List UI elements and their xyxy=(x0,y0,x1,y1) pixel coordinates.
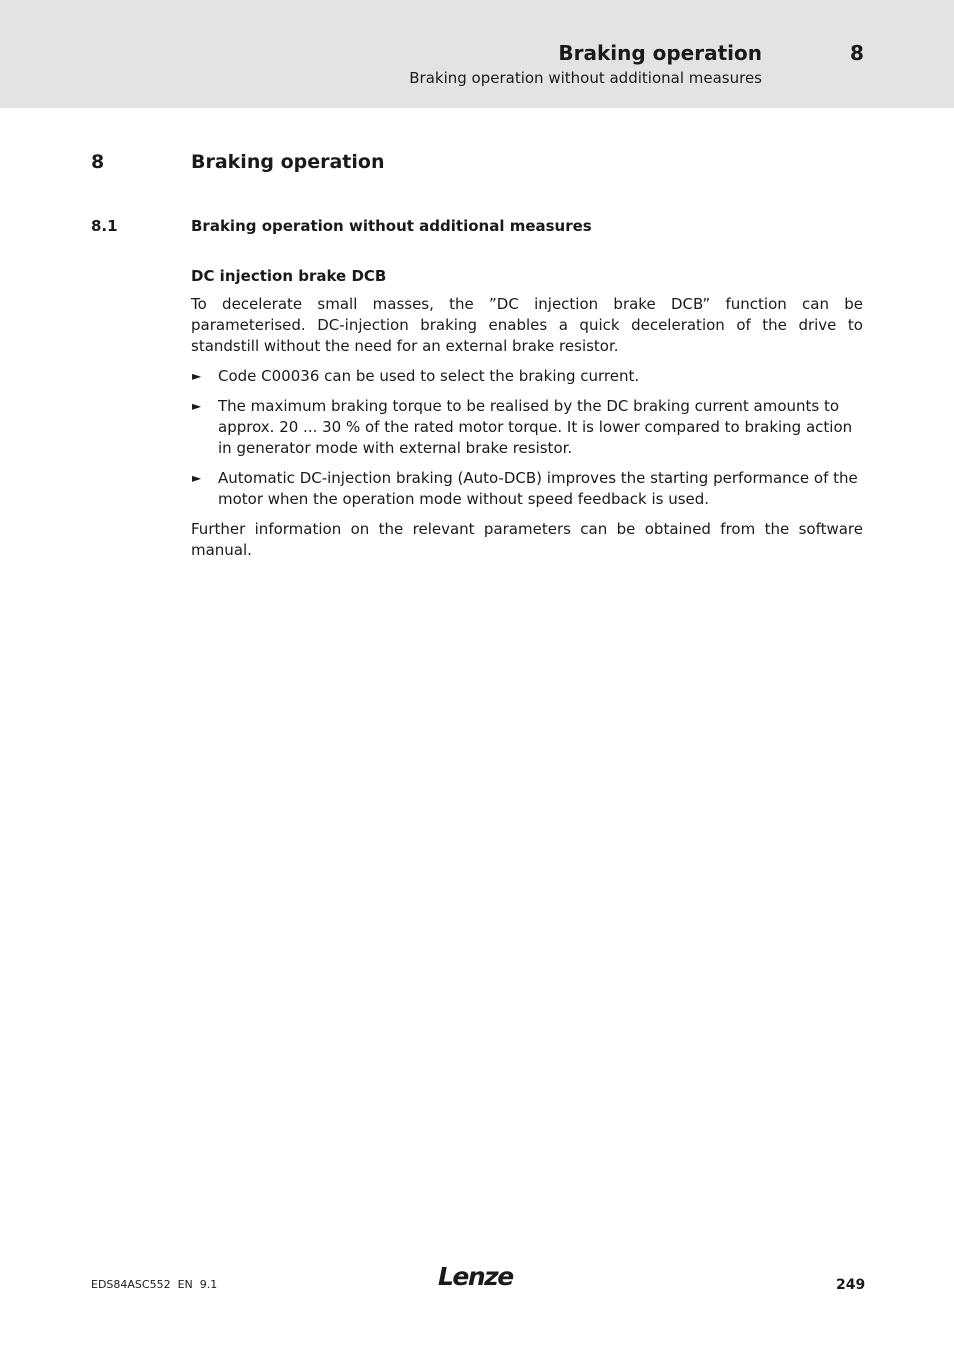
content-heading: DC injection brake DCB xyxy=(191,267,387,285)
page-header xyxy=(0,0,954,108)
list-item xyxy=(191,468,863,510)
lenze-logo: Lenze xyxy=(438,1262,513,1291)
page-number: 249 xyxy=(836,1277,866,1293)
triangle-bullet-icon: ► xyxy=(192,399,202,413)
header-subtitle: Braking operation without additional measures xyxy=(409,69,762,87)
intro-paragraph: To decelerate small masses, the ”DC injection brake DCB” function can be parameterised. DC-injection braking enables a quick deceleration of the drive to standstill without the need for an external brake resistor. xyxy=(191,295,863,355)
section-title: Braking operation xyxy=(191,151,385,173)
body-content xyxy=(191,266,863,570)
list-item-text: The maximum braking torque to be realised by the DC braking current amounts to approx. 20 ... 30 % of the rated motor torque. It is lower compared to braking action in generator mode with external brake resistor. xyxy=(218,397,853,457)
subsection-title: Braking operation without additional measures xyxy=(191,217,592,235)
header-chapter-number: 8 xyxy=(850,41,864,65)
list-item-text: Automatic DC-injection braking (Auto-DCB) improves the starting performance of the motor when the operation mode without speed feedback is used. xyxy=(218,469,858,508)
list-item-text: Code C00036 can be used to select the braking current. xyxy=(218,367,640,385)
header-title: Braking operation xyxy=(558,41,762,65)
triangle-bullet-icon: ► xyxy=(192,369,202,383)
footer-document-id: EDS84ASC552 EN 9.1 xyxy=(91,1278,218,1291)
section-number: 8 xyxy=(91,151,105,173)
list-item xyxy=(191,366,863,387)
triangle-bullet-icon: ► xyxy=(192,471,202,485)
subsection-number: 8.1 xyxy=(91,217,118,235)
closing-paragraph: Further information on the relevant parameters can be obtained from the software manual. xyxy=(191,520,863,559)
bullet-list xyxy=(191,366,863,510)
list-item xyxy=(191,396,863,459)
